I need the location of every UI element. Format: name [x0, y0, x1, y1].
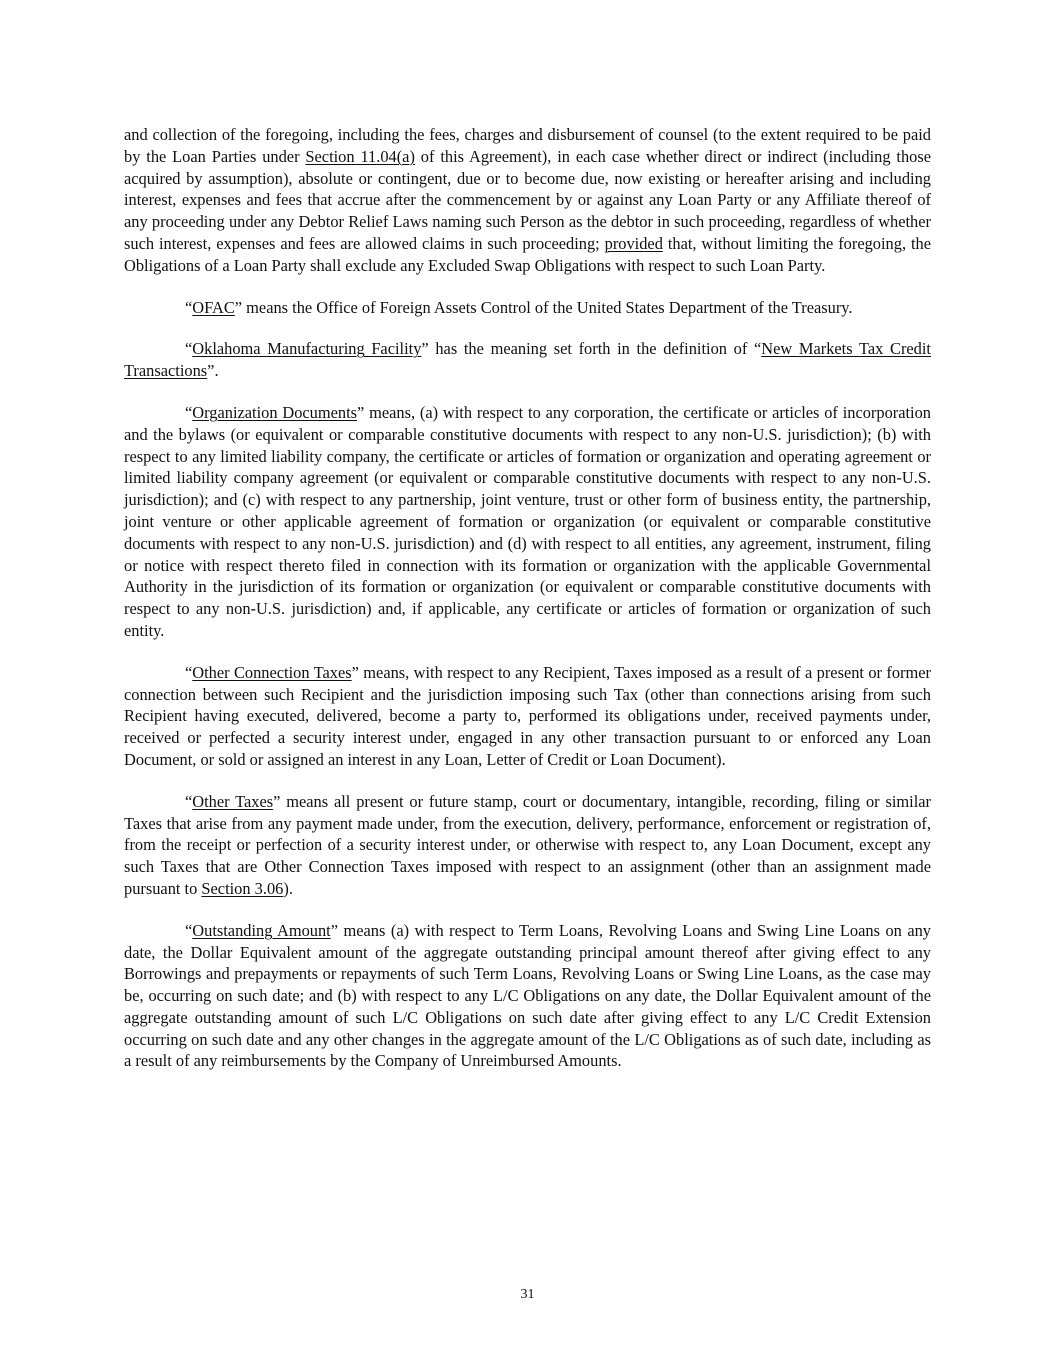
document-page [124, 124, 931, 1092]
defined-term: Outstanding Amount [192, 920, 331, 940]
definition-oklahoma-manufacturing-facility [124, 338, 931, 382]
definition-outstanding-amount [124, 920, 931, 1073]
definition-text: ” has the meaning set forth in the definition of “ [421, 339, 762, 359]
open-quote: “ [185, 402, 193, 422]
definition-organization-documents [124, 402, 931, 642]
defined-term: OFAC [192, 297, 235, 317]
text: of this Agreement), in each case whether direct or indirect (including those acquired by assumption), absolute or contingent, due or to become due, now existing or hereafter arising and including interest, expenses and fees that accrue after the commencement by or against any Loan Party or any Affiliate thereof of any proceeding under any Debtor Relief Laws naming such Person as the debtor in such proceeding, regardless of whether such interest, expenses and fees are allowed claims in such proceeding; [124, 146, 931, 253]
definition-other-connection-taxes [124, 662, 931, 771]
term-reference: New Markets Tax Credit Transactions [124, 339, 931, 381]
section-reference: Section 3.06 [201, 878, 284, 898]
open-quote: “ [185, 297, 193, 317]
defined-term: Organization Documents [192, 402, 358, 422]
definition-text: ” means (a) with respect to Term Loans, Revolving Loans and Swing Line Loans on any date, the Dollar Equivalent amount of the aggregate outstanding principal amount thereof after giving effect to any Borrowings and prepayments or repayments of such Term Loans, Revolving Loans or Swing Line Loans, as the case may be, occurring on such date; and (b) with respect to any L/C Obligations on any date, the Dollar Equivalent amount of the aggregate outstanding amount of such L/C Obligations on such date after giving effect to any L/C Credit Extension occurring on such date and any other changes in the aggregate amount of the L/C Obligations as of such date, including as a result of any reimbursements by the Company of Unreimbursed Amounts. [124, 920, 931, 1071]
definition-text: ” means all present or future stamp, court or documentary, intangible, recording, filing or similar Taxes that arise from any payment made under, from the execution, delivery, performance, enforcement or registration of, from the receipt or perfection of a security interest under, or otherwise with respect to, any Loan Document, except any such Taxes that are Other Connection Taxes imposed with respect to an assignment (other than an assignment made pursuant to [124, 791, 931, 898]
defined-term: Other Connection Taxes [192, 662, 352, 682]
defined-term: Oklahoma Manufacturing Facility [192, 339, 422, 359]
definition-text: ” means the Office of Foreign Assets Control of the United States Department of the Treasury. [234, 297, 853, 317]
open-quote: “ [185, 920, 193, 940]
obligations-continuation-paragraph [124, 124, 931, 277]
defined-term: Other Taxes [192, 791, 274, 811]
definition-ofac [124, 297, 931, 319]
text: and collection of the foregoing, including the fees, charges and disbursement of counsel (to the extent required to be paid by the Loan Parties under [124, 125, 931, 166]
definition-text: ” means, (a) with respect to any corporation, the certificate or articles of incorporation and the bylaws (or equivalent or comparable constitutive documents with respect to any non-U.S. jurisdiction); (b) with respect to any limited liability company, the certificate or articles of formation or organization and operating agreement or limited liability company agreement (or equivalent or comparable constitutive documents with respect to any non-U.S. jurisdiction); and (c) with respect to any partnership, joint venture, trust or other form of business entity, the partnership, joint venture or other applicable agreement of formation or organization (or equivalent or comparable constitutive documents with respect to any non-U.S. jurisdiction) and (d) with respect to all entities, any agreement, instrument, filing or notice with respect thereto filed in connection with its formation or organization with the applicable Governmental Authority in the jurisdiction of its formation or organization (or equivalent or comparable constitutive documents with respect to any non-U.S. jurisdiction) and, if applicable, any certificate or articles of formation or organization of such entity. [124, 402, 931, 640]
open-quote: “ [185, 339, 193, 359]
definition-other-taxes [124, 791, 931, 900]
text: that, without limiting the foregoing, the Obligations of a Loan Party shall exclude any Excluded Swap Obligations with respect to such Loan Party. [124, 233, 931, 275]
open-quote: “ [185, 662, 193, 682]
section-reference: Section 11.04(a) [305, 146, 415, 166]
provided-term: provided [604, 233, 663, 253]
open-quote: “ [185, 791, 193, 811]
definition-text: ). [283, 878, 293, 898]
definition-text: ” means, with respect to any Recipient, Taxes imposed as a result of a present or former connection between such Recipient and the jurisdiction imposing such Tax (other than connections arising from such Recipient having executed, delivered, become a party to, performed its obligations under, received payments under, received or perfected a security interest under, engaged in any other transaction pursuant to or enforced any Loan Document, or sold or assigned an interest in any Loan, Letter of Credit or Loan Document). [124, 662, 931, 769]
definition-text: ”. [207, 361, 219, 381]
page-number: 31 [520, 1287, 535, 1302]
